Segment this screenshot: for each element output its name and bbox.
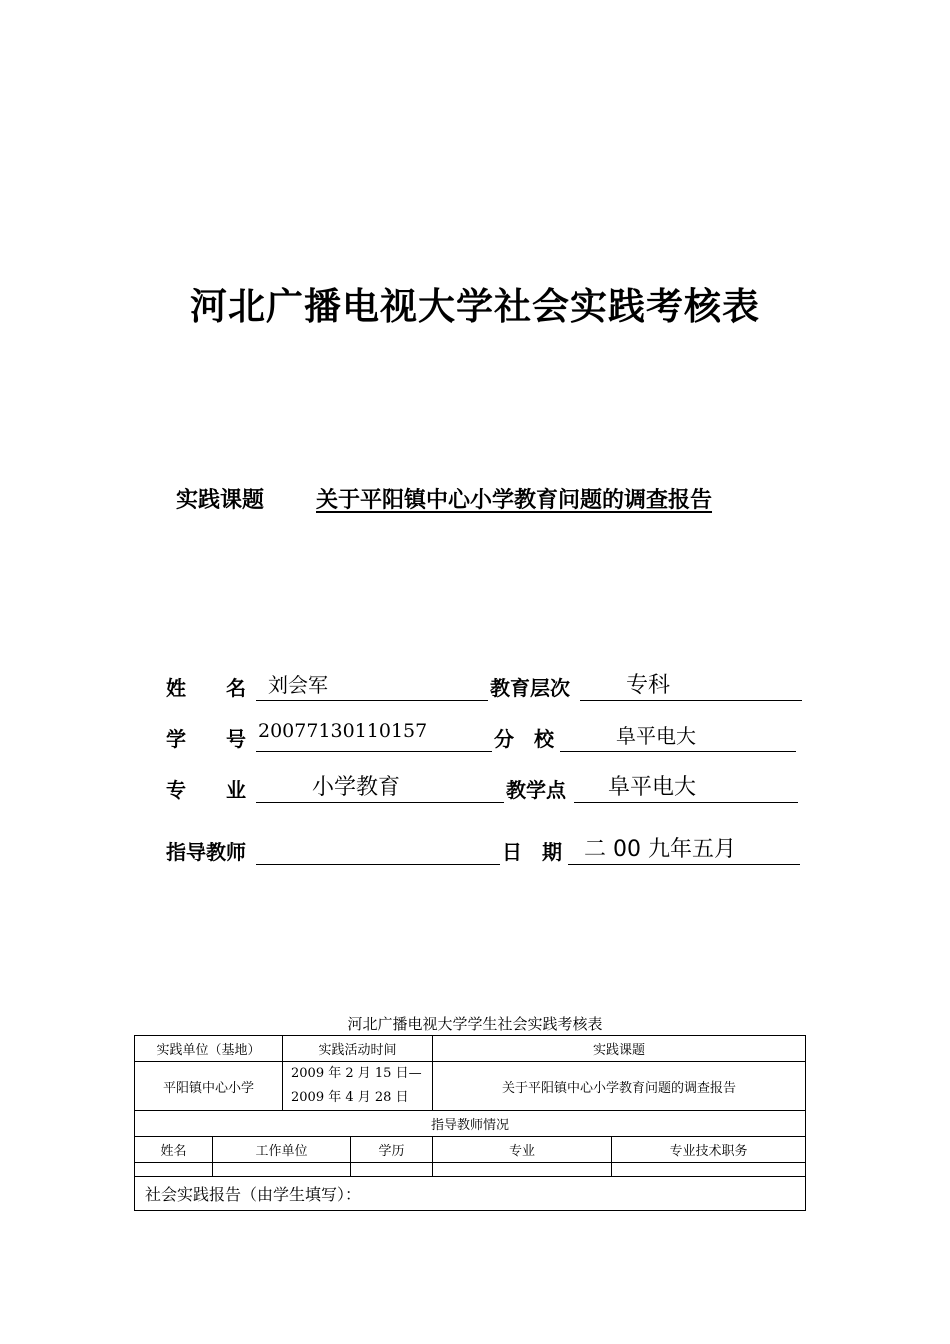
table-row xyxy=(135,1111,806,1137)
cell-unit: 平阳镇中心小学 xyxy=(135,1062,283,1111)
branch-line xyxy=(560,723,796,752)
teacher-header-name: 姓名 xyxy=(135,1137,213,1163)
major-label: 专 业 xyxy=(166,778,246,802)
teacher-cell-title xyxy=(612,1163,806,1177)
point-value: 阜平电大 xyxy=(608,775,697,800)
page-title: 河北广播电视大学社会实践考核表 xyxy=(190,285,760,328)
header-unit: 实践单位（基地） xyxy=(135,1036,283,1062)
teacher-section-title: 指导教师情况 xyxy=(135,1111,806,1137)
teacher-cell-major xyxy=(433,1163,612,1177)
id-label: 学 号 xyxy=(166,727,246,751)
id-value: 20077130110157 xyxy=(258,720,428,742)
level-line xyxy=(580,672,802,701)
table-row xyxy=(135,1177,806,1211)
header-time: 实践活动时间 xyxy=(283,1036,433,1062)
point-line xyxy=(574,774,798,803)
teacher-header-education: 学历 xyxy=(351,1137,433,1163)
cell-time xyxy=(283,1062,433,1111)
level-value: 专科 xyxy=(626,673,671,698)
time-start: 2009 年 2 月 15 日— xyxy=(291,1066,422,1081)
teacher-cell-workplace xyxy=(213,1163,351,1177)
table-row xyxy=(135,1062,806,1111)
table-caption: 河北广播电视大学学生社会实践考核表 xyxy=(347,1015,603,1033)
level-label: 教育层次 xyxy=(490,676,570,700)
time-end: 2009 年 4 月 28 日 xyxy=(291,1090,409,1105)
branch-value: 阜平电大 xyxy=(616,724,696,748)
table-row xyxy=(135,1036,806,1062)
table-row xyxy=(135,1137,806,1163)
name-value: 刘会军 xyxy=(268,673,328,697)
teacher-cell-education xyxy=(351,1163,433,1177)
id-line xyxy=(256,720,492,752)
point-label: 教学点 xyxy=(506,778,566,802)
teacher-header-workplace: 工作单位 xyxy=(213,1137,351,1163)
name-line xyxy=(256,672,488,701)
teacher-cell-name xyxy=(135,1163,213,1177)
cell-topic: 关于平阳镇中心小学教育问题的调查报告 xyxy=(433,1062,806,1111)
table-row xyxy=(135,1163,806,1177)
major-value: 小学教育 xyxy=(312,775,401,800)
assessment-table xyxy=(134,1035,806,1211)
date-value: 二 00 九年五月 xyxy=(584,837,736,862)
date-label: 日 期 xyxy=(502,840,562,864)
report-label: 社会实践报告（由学生填写）： xyxy=(135,1177,806,1211)
topic-label: 实践课题 xyxy=(176,488,265,513)
header-topic: 实践课题 xyxy=(433,1036,806,1062)
topic-value: 关于平阳镇中心小学教育问题的调查报告 xyxy=(316,488,713,513)
teacher-line xyxy=(256,836,500,865)
teacher-label: 指导教师 xyxy=(166,840,246,864)
teacher-header-major: 专业 xyxy=(433,1137,612,1163)
branch-label: 分 校 xyxy=(494,727,554,751)
date-line xyxy=(568,836,800,865)
major-line xyxy=(256,774,504,803)
teacher-header-title: 专业技术职务 xyxy=(612,1137,806,1163)
name-label: 姓 名 xyxy=(166,676,246,700)
practice-topic xyxy=(176,483,712,514)
